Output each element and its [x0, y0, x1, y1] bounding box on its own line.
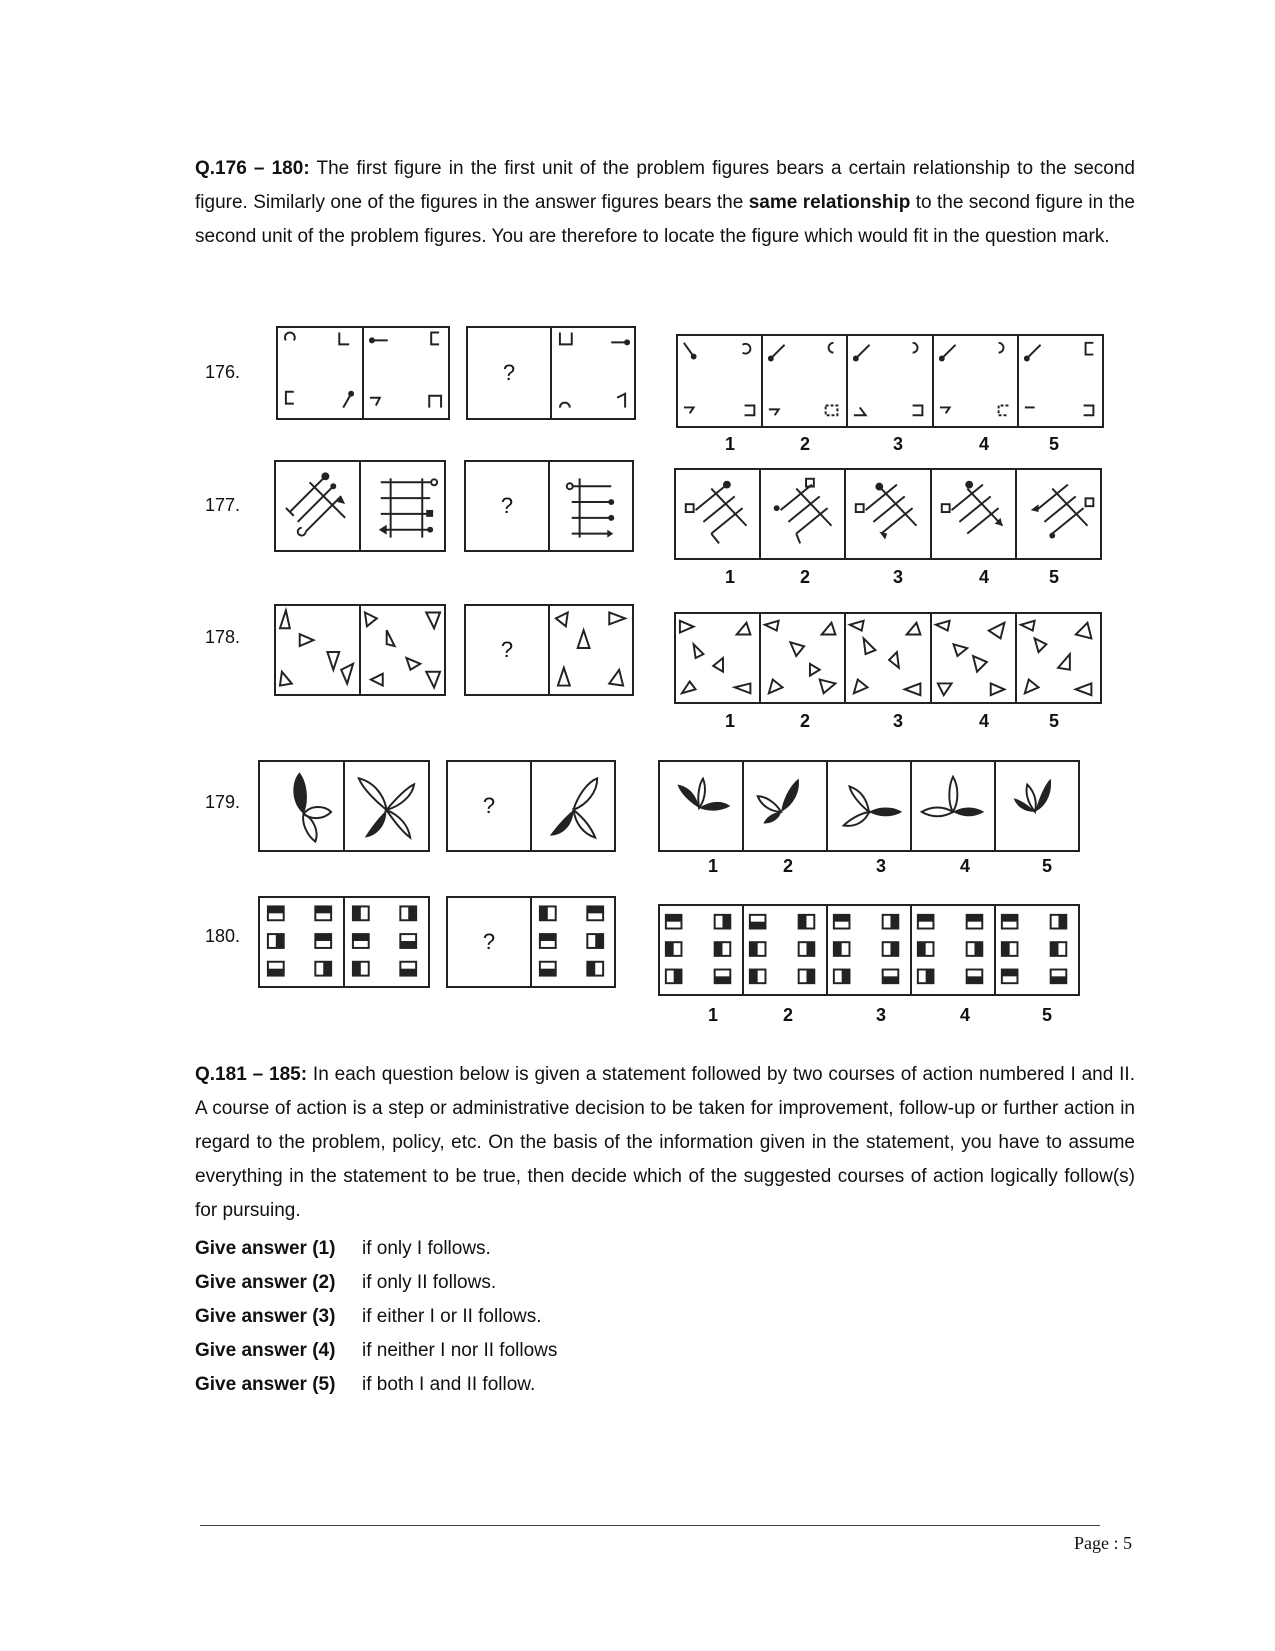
option-label: 1: [708, 856, 719, 876]
emphasis-text: same relationship: [748, 192, 911, 213]
problem-figure: [532, 762, 614, 850]
problem-figure: [552, 328, 634, 418]
answer-key-label: Give answer (3): [195, 1306, 336, 1327]
problem-figure: [278, 328, 362, 418]
option-label: 3: [876, 856, 887, 876]
problem-figure: [345, 898, 428, 986]
problem-figure: [550, 606, 632, 694]
option-label: 4: [979, 567, 990, 587]
question-range-label: Q.176 – 180:: [195, 158, 310, 179]
problem-figure: [260, 898, 343, 986]
answer-key-text: if only I follows.: [362, 1238, 491, 1259]
answer-figures: [658, 760, 1080, 852]
answer-key-label: Give answer (5): [195, 1374, 336, 1395]
answer-key-row: [195, 1300, 557, 1334]
problem-unit-2: [464, 604, 634, 696]
answer-key-text: if only II follows.: [362, 1272, 497, 1293]
answer-figures: [676, 334, 1104, 428]
answer-figure-3[interactable]: [848, 336, 931, 426]
answer-figure-1[interactable]: [676, 614, 759, 702]
problem-figure: [260, 762, 343, 850]
option-label: 2: [800, 711, 811, 731]
answer-key-row: [195, 1368, 557, 1402]
question-mark: ?: [502, 360, 516, 385]
question-range-label: Q.181 – 185:: [195, 1064, 308, 1085]
problem-unit-1: [276, 326, 450, 420]
question-number: 177.: [205, 495, 241, 515]
answer-figures: [674, 468, 1102, 560]
answer-key-row: [195, 1266, 557, 1300]
answer-key-row: [195, 1232, 557, 1266]
instructions-text: The first figure in the first unit of the problem figures bears a certain relationship to the second figure. Similarly one of the figures in the answer figures bears the: [195, 158, 1135, 213]
problem-figure: [345, 762, 428, 850]
question-number: 179.: [205, 792, 241, 812]
problem-figure: [550, 462, 632, 550]
problem-figure: [276, 462, 359, 550]
answer-key-label: Give answer (2): [195, 1272, 336, 1293]
option-label: 3: [893, 711, 904, 731]
option-label: 5: [1042, 1005, 1053, 1025]
answer-key-text: if both I and II follow.: [362, 1374, 536, 1395]
answer-figure-2[interactable]: [761, 614, 844, 702]
option-label: 1: [708, 1005, 719, 1025]
answer-figure-5[interactable]: [996, 906, 1078, 994]
answer-figure-3[interactable]: [846, 470, 929, 558]
problem-unit-1: [258, 896, 430, 988]
problem-unit-2: [466, 326, 636, 420]
page-number: Page : 5: [1074, 1533, 1132, 1553]
question-mark: ?: [482, 793, 496, 818]
option-label: 1: [725, 567, 736, 587]
instructions-176-180: [195, 152, 1135, 254]
question-number: 178.: [205, 627, 241, 647]
question-number: 176.: [205, 362, 241, 382]
option-label: 1: [725, 434, 736, 454]
answer-figure-4[interactable]: [912, 906, 994, 994]
answer-figure-5[interactable]: [1017, 470, 1100, 558]
option-label: 2: [800, 567, 811, 587]
problem-unit-1: [274, 604, 446, 696]
option-label: 2: [783, 856, 794, 876]
answer-figure-4[interactable]: [934, 336, 1017, 426]
instructions-text: In each question below is given a statement followed by two courses of action numbered I and II. A course of action is a step or administrative decision to be taken for improvement, follow-up or further action in regard to the problem, policy, etc. On the basis of the information given in the statement, you have to assume everything in the statement to be true, then decide which of the suggested courses of action logically follow(s) for pursuing.: [195, 1064, 1135, 1221]
answer-figure-2[interactable]: [761, 470, 844, 558]
problem-figure: [361, 606, 444, 694]
answer-figure-4[interactable]: [932, 470, 1015, 558]
option-label: 2: [783, 1005, 794, 1025]
answer-figure-4[interactable]: [912, 762, 994, 850]
answer-figure-1[interactable]: [676, 470, 759, 558]
answer-key-text: if neither I nor II follows: [362, 1340, 558, 1361]
question-number: 180.: [205, 926, 241, 946]
answer-key-row: [195, 1334, 557, 1368]
answer-figure-2[interactable]: [744, 762, 826, 850]
answer-figure-4[interactable]: [932, 614, 1015, 702]
problem-unit-2: [464, 460, 634, 552]
answer-figures: [658, 904, 1080, 996]
option-label: 4: [960, 1005, 971, 1025]
answer-key-text: if either I or II follows.: [362, 1306, 542, 1327]
answer-key: [195, 1232, 557, 1402]
answer-figure-1[interactable]: [660, 906, 742, 994]
option-label: 1: [725, 711, 736, 731]
footer-divider: [200, 1525, 1100, 1526]
answer-figure-5[interactable]: [1017, 614, 1100, 702]
option-label: 3: [876, 1005, 887, 1025]
answer-key-label: Give answer (1): [195, 1238, 336, 1259]
option-label: 5: [1049, 711, 1060, 731]
option-label: 5: [1042, 856, 1053, 876]
problem-figure: [364, 328, 448, 418]
answer-figure-2[interactable]: [763, 336, 846, 426]
answer-figure-1[interactable]: [678, 336, 761, 426]
answer-figure-3[interactable]: [828, 906, 910, 994]
answer-figure-1[interactable]: [660, 762, 742, 850]
answer-figure-3[interactable]: [828, 762, 910, 850]
option-label: 2: [800, 434, 811, 454]
option-label: 4: [979, 434, 990, 454]
answer-figure-3[interactable]: [846, 614, 929, 702]
problem-unit-2: [446, 896, 616, 988]
option-label: 4: [979, 711, 990, 731]
question-mark: ?: [500, 637, 514, 662]
question-mark: ?: [500, 493, 514, 518]
answer-figure-5[interactable]: [1019, 336, 1102, 426]
answer-figure-2[interactable]: [744, 906, 826, 994]
option-label: 4: [960, 856, 971, 876]
instructions-text: to the second figure in the second unit of the problem figures. You are therefore to locate the figure which would fit in the question mark.: [195, 192, 1135, 247]
instructions-181-185: [195, 1058, 1135, 1228]
option-label: 3: [893, 434, 904, 454]
option-label: 5: [1049, 434, 1060, 454]
problem-figure: [276, 606, 359, 694]
answer-figure-5[interactable]: [996, 762, 1078, 850]
question-mark: ?: [482, 929, 496, 954]
answer-key-label: Give answer (4): [195, 1340, 336, 1361]
answer-figures: [674, 612, 1102, 704]
option-label: 3: [893, 567, 904, 587]
problem-unit-1: [274, 460, 446, 552]
problem-unit-2: [446, 760, 616, 852]
problem-unit-1: [258, 760, 430, 852]
option-label: 5: [1049, 567, 1060, 587]
problem-figure: [532, 898, 614, 986]
problem-figure: [361, 462, 444, 550]
